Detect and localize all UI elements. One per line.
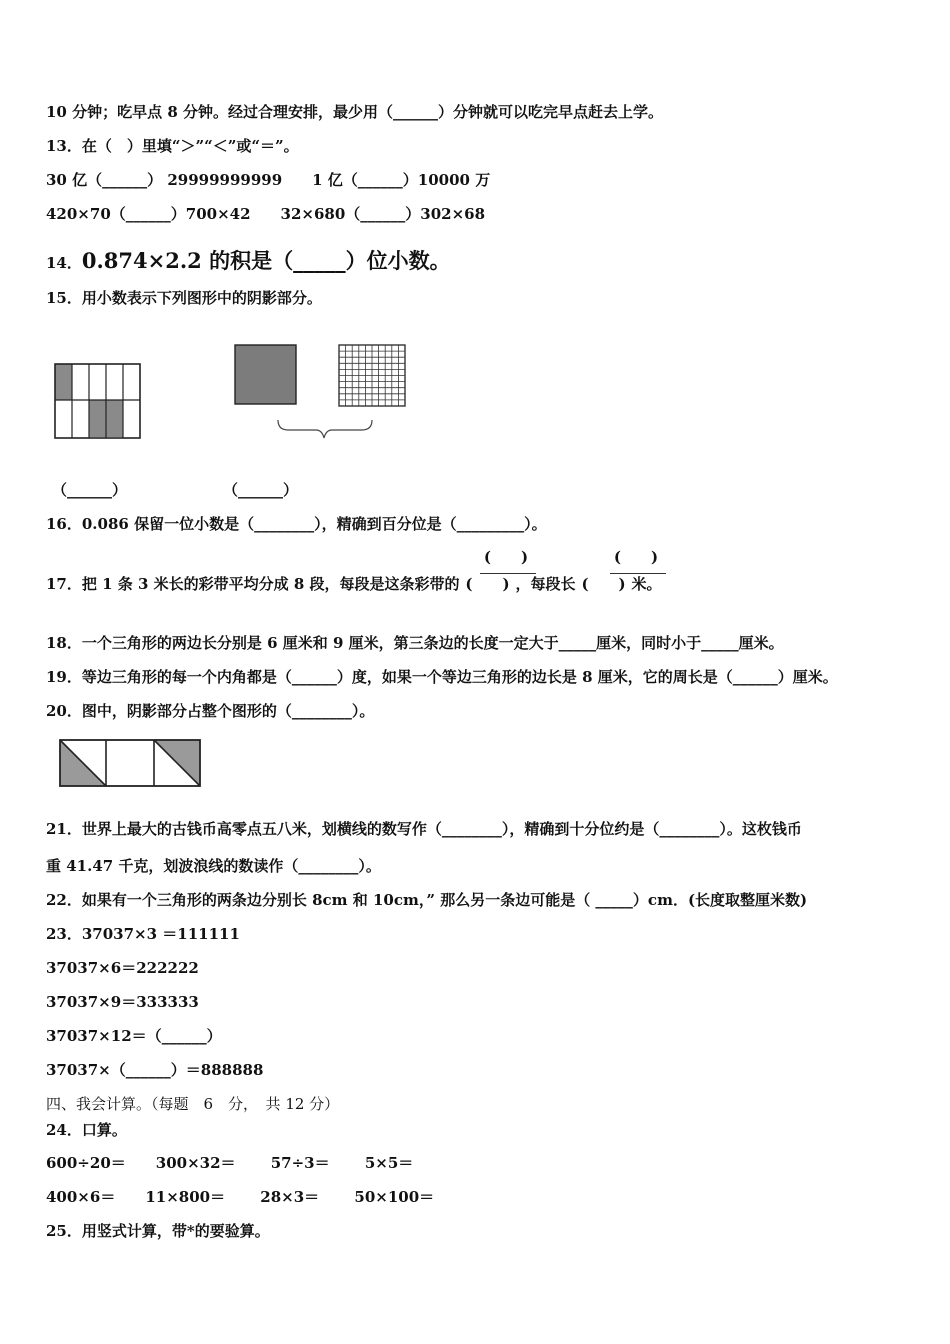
section-4-heading: 四、我会计算。（每题 6 分， 共 12 分） — [46, 1095, 340, 1113]
q18: 18．一个三角形的两边长分别是 6 厘米和 9 厘米，第三条边的长度一定大于_____厘米，同时小于_____厘米。 — [46, 634, 784, 652]
q17-frac2-denominator: ( ) — [581, 575, 626, 593]
q15-title: 15．用小数表示下列图形中的阴影部分。 — [46, 289, 322, 307]
q24-row2: 400×6＝ 11×800＝ 28×3＝ 50×100＝ — [46, 1188, 435, 1206]
q23-title: 23．37037×3 ＝111111 — [46, 925, 240, 943]
q22: 22．如果有一个三角形的两条边分别长 8cm 和 10cm，” 那么另一条边可能是（ _____）cm．(长度取整厘米数) — [46, 891, 808, 909]
q17-frac1-numerator: ( ) — [483, 548, 529, 566]
q17-end: 米。 — [631, 575, 662, 593]
q14-text: 0.874×2.2 的积是（_____）位小数。 — [81, 248, 451, 273]
grid-2x5-figure — [54, 363, 142, 441]
q14 — [46, 248, 451, 274]
three-squares-figure — [58, 738, 204, 788]
q13-row1: 30 亿（______） 29999999999 1 亿（______）10000 万 — [46, 171, 491, 189]
q24-row1: 600÷20＝ 300×32＝ 57÷3＝ 5×5＝ — [46, 1154, 414, 1172]
q20: 20．图中，阴影部分占整个图形的（________）。 — [46, 702, 375, 720]
q17-mid: ，每段长 — [515, 575, 576, 593]
q12-tail: 10 分钟；吃早点 8 分钟。经过合理安排，最少用（______）分钟就可以吃完早点赶去上学。 — [46, 103, 663, 121]
q13-title: 13．在（ ）里填“＞”“＜”或“＝”。 — [46, 137, 299, 155]
q21-line1: 21．世界上最大的古钱币高零点五八米，划横线的数写作（________），精确到十分位约是（________）。这枚钱币 — [46, 820, 802, 838]
q24-title: 24．口算。 — [46, 1121, 127, 1139]
q15-answer-2: （______） — [223, 481, 299, 499]
q23-row4: 37037×12＝（______） — [46, 1027, 222, 1045]
q19: 19．等边三角形的每一个内角都是（______）度，如果一个等边三角形的边长是 8 厘米，它的周长是（______）厘米。 — [46, 668, 838, 686]
q17 — [46, 574, 662, 594]
q23-row2: 37037×6＝222222 — [46, 959, 199, 977]
q17-text: 17．把 1 条 3 米长的彩带平均分成 8 段，每段是这条彩带的 — [46, 575, 460, 593]
q25: 25．用竖式计算，带*的要验算。 — [46, 1222, 270, 1240]
q13-row2: 420×70（______）700×42 32×680（______）302×68 — [46, 205, 486, 223]
q16: 16．0.086 保留一位小数是（________），精确到百分位是（_________）。 — [46, 515, 547, 533]
q15-answer-1: （______） — [52, 481, 128, 499]
q23-row5: 37037×（______）＝888888 — [46, 1061, 264, 1079]
q14-number: 14． — [46, 254, 82, 272]
q23-row3: 37037×9＝333333 — [46, 993, 199, 1011]
q21-line2: 重 41.47 千克，划波浪线的数读作（________）。 — [46, 857, 381, 875]
q17-frac1-denominator: ( ) — [465, 575, 510, 593]
square-and-grid-figure — [232, 342, 410, 442]
q17-frac2-numerator: ( ) — [613, 548, 659, 566]
